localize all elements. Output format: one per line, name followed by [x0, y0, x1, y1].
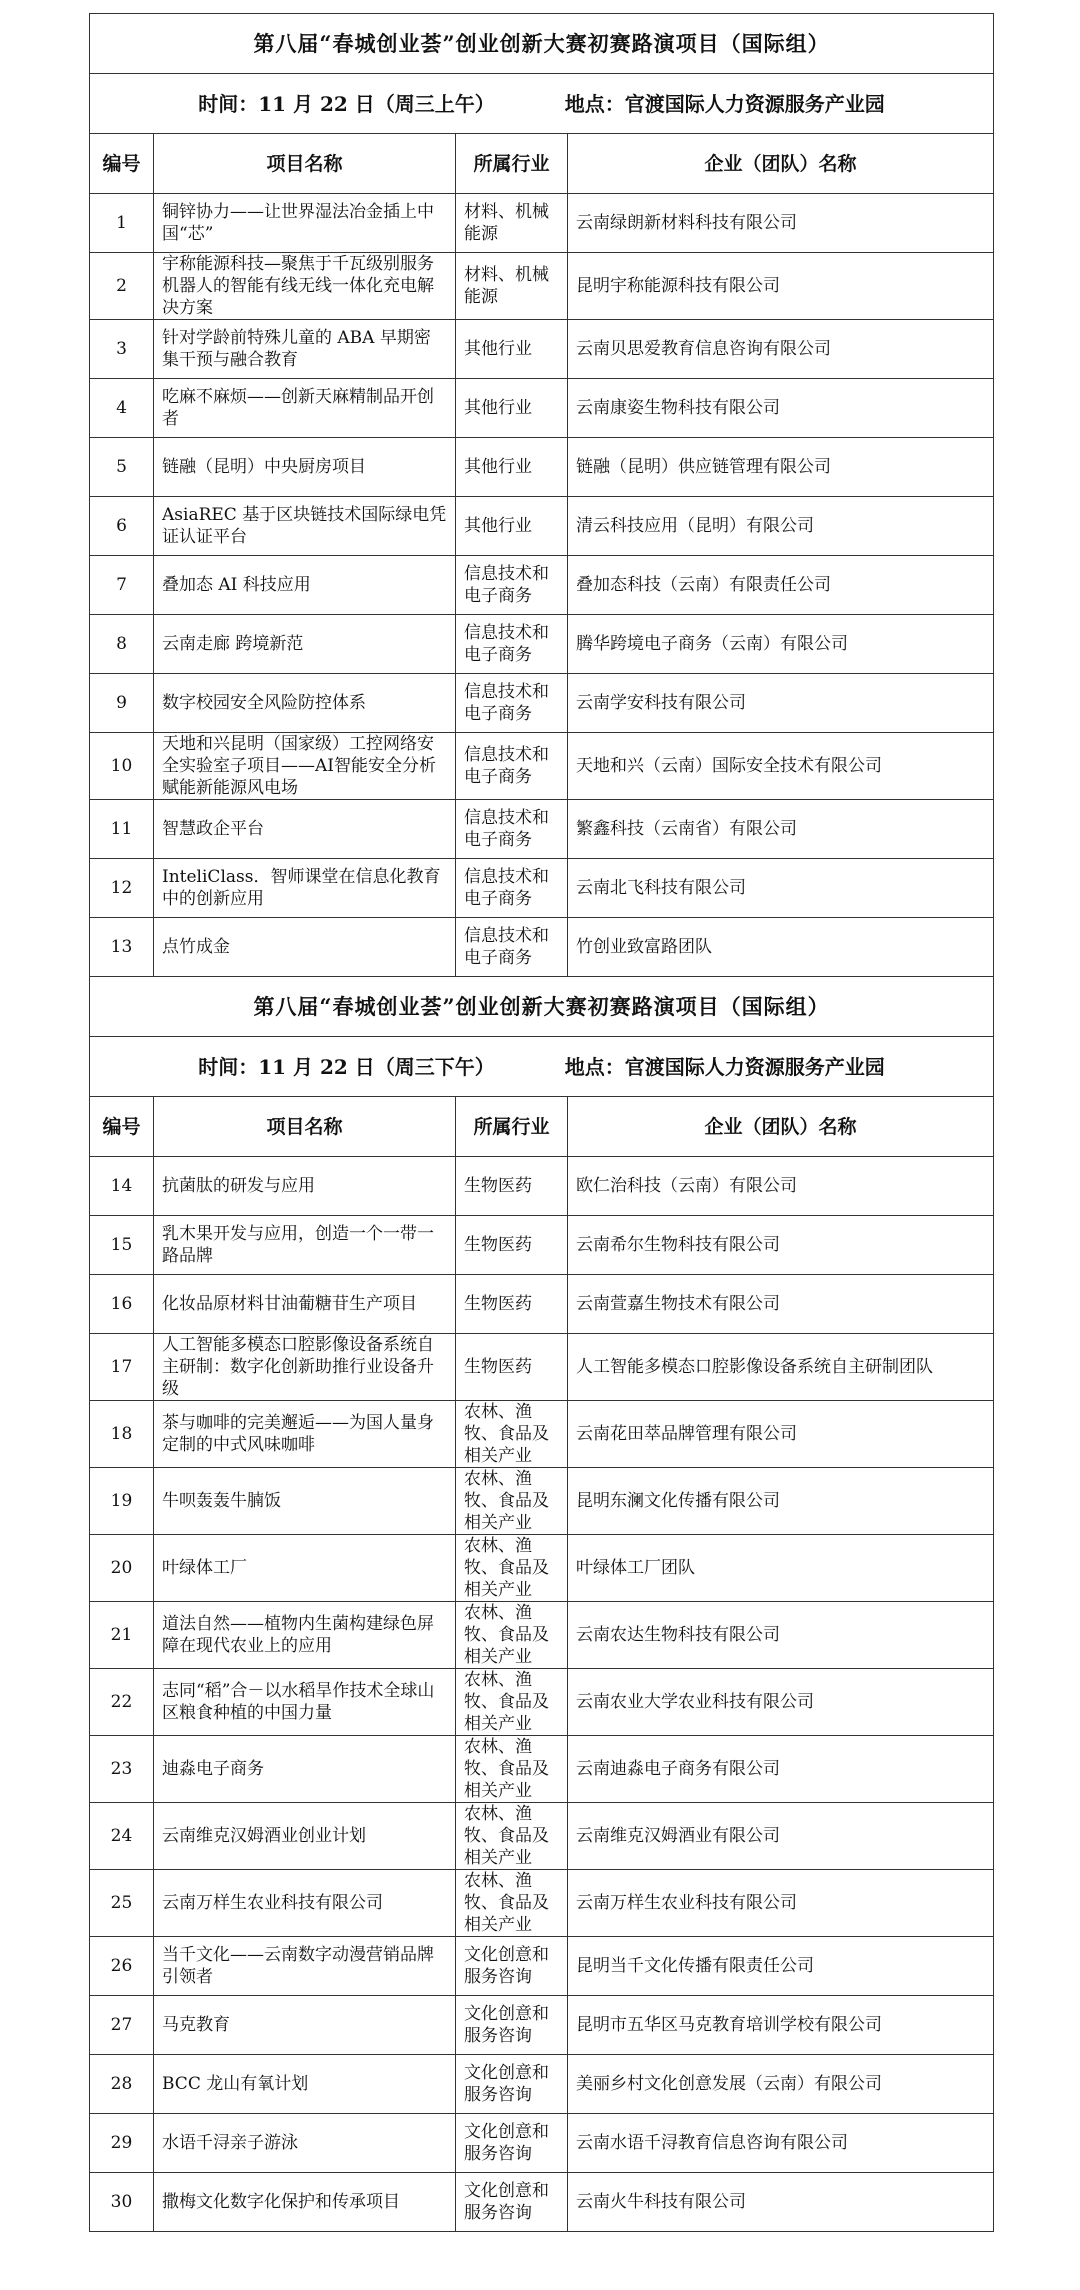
company-name: 欧仁治科技（云南）有限公司 [568, 1157, 994, 1216]
industry: 生物医药 [456, 1334, 568, 1401]
table-header-row [90, 1097, 994, 1157]
project-name: 牛呗轰轰牛腩饭 [154, 1468, 456, 1535]
table-row [90, 379, 994, 438]
industry: 农林、渔牧、食品及相关产业 [456, 1602, 568, 1669]
project-name: 水语千浔亲子游泳 [154, 2114, 456, 2173]
project-name: 吃麻不麻烦——创新天麻精制品开创者 [154, 379, 456, 438]
project-name: 人工智能多模态口腔影像设备系统自主研制：数字化创新助推行业设备升级 [154, 1334, 456, 1401]
industry: 农林、渔牧、食品及相关产业 [456, 1803, 568, 1870]
industry: 生物医药 [456, 1157, 568, 1216]
project-name: 云南万样生农业科技有限公司 [154, 1870, 456, 1937]
industry: 信息技术和电子商务 [456, 918, 568, 977]
company-name: 云南花田萃品牌管理有限公司 [568, 1401, 994, 1468]
project-name: 云南走廊 跨境新范 [154, 615, 456, 674]
session-location: 地点：官渡国际人力资源服务产业园 [564, 91, 885, 116]
section-title: 第八届“春城创业荟”创业创新大赛初赛路演项目（国际组） [90, 14, 994, 74]
row-number: 8 [90, 615, 154, 674]
row-number: 5 [90, 438, 154, 497]
header-company: 企业（团队）名称 [568, 1097, 994, 1157]
project-name: 叶绿体工厂 [154, 1535, 456, 1602]
industry: 文化创意和服务咨询 [456, 1937, 568, 1996]
company-name: 清云科技应用（昆明）有限公司 [568, 497, 994, 556]
project-name: 迪淼电子商务 [154, 1736, 456, 1803]
project-name: 当千文化——云南数字动漫营销品牌引领者 [154, 1937, 456, 1996]
company-name: 云南维克汉姆酒业有限公司 [568, 1803, 994, 1870]
table-row [90, 2114, 994, 2173]
session-time: 时间：11 月 22 日（周三下午） [198, 1054, 495, 1079]
industry: 文化创意和服务咨询 [456, 1996, 568, 2055]
table-row [90, 2055, 994, 2114]
header-number: 编号 [90, 1097, 154, 1157]
table-row [90, 1468, 994, 1535]
table-row [90, 2173, 994, 2232]
project-name: 智慧政企平台 [154, 800, 456, 859]
project-list-document [89, 13, 993, 2232]
company-name: 云南绿朗新材料科技有限公司 [568, 194, 994, 253]
company-name: 天地和兴（云南）国际安全技术有限公司 [568, 733, 994, 800]
industry: 农林、渔牧、食品及相关产业 [456, 1870, 568, 1937]
industry: 其他行业 [456, 497, 568, 556]
table-row [90, 1736, 994, 1803]
table-header-row [90, 134, 994, 194]
row-number: 27 [90, 1996, 154, 2055]
company-name: 腾华跨境电子商务（云南）有限公司 [568, 615, 994, 674]
table-row [90, 1870, 994, 1937]
row-number: 21 [90, 1602, 154, 1669]
company-name: 云南农达生物科技有限公司 [568, 1602, 994, 1669]
project-name: 天地和兴昆明（国家级）工控网络安全实验室子项目——AI智能安全分析赋能新能源风电场 [154, 733, 456, 800]
row-number: 23 [90, 1736, 154, 1803]
table-row [90, 438, 994, 497]
project-name: 志同“稻”合－以水稻旱作技术全球山区粮食种植的中国力量 [154, 1669, 456, 1736]
row-number: 15 [90, 1216, 154, 1275]
section-info-row [90, 1037, 994, 1097]
company-name: 云南水语千浔教育信息咨询有限公司 [568, 2114, 994, 2173]
row-number: 6 [90, 497, 154, 556]
project-name: InteliClass．智师课堂在信息化教育中的创新应用 [154, 859, 456, 918]
table-row [90, 1535, 994, 1602]
row-number: 2 [90, 253, 154, 320]
company-name: 昆明东澜文化传播有限公司 [568, 1468, 994, 1535]
header-industry: 所属行业 [456, 134, 568, 194]
industry: 信息技术和电子商务 [456, 733, 568, 800]
company-name: 云南迪淼电子商务有限公司 [568, 1736, 994, 1803]
row-number: 22 [90, 1669, 154, 1736]
industry: 农林、渔牧、食品及相关产业 [456, 1669, 568, 1736]
table-row [90, 1216, 994, 1275]
row-number: 9 [90, 674, 154, 733]
project-name: 乳木果开发与应用，创造一个一带一路品牌 [154, 1216, 456, 1275]
session-time: 时间：11 月 22 日（周三上午） [198, 91, 495, 116]
table-row [90, 859, 994, 918]
row-number: 18 [90, 1401, 154, 1468]
session-location: 地点：官渡国际人力资源服务产业园 [564, 1054, 885, 1079]
project-name: 化妆品原材料甘油葡糖苷生产项目 [154, 1275, 456, 1334]
industry: 信息技术和电子商务 [456, 615, 568, 674]
table-row [90, 1996, 994, 2055]
section-info [90, 1037, 994, 1097]
table-row [90, 1803, 994, 1870]
project-name: 点竹成金 [154, 918, 456, 977]
company-name: 人工智能多模态口腔影像设备系统自主研制团队 [568, 1334, 994, 1401]
project-name: 铜锌协力——让世界湿法冶金插上中国“芯” [154, 194, 456, 253]
table-row [90, 1334, 994, 1401]
industry: 信息技术和电子商务 [456, 556, 568, 615]
company-name: 昆明宇称能源科技有限公司 [568, 253, 994, 320]
row-number: 19 [90, 1468, 154, 1535]
industry: 农林、渔牧、食品及相关产业 [456, 1401, 568, 1468]
header-industry: 所属行业 [456, 1097, 568, 1157]
industry: 材料、机械能源 [456, 194, 568, 253]
row-number: 7 [90, 556, 154, 615]
company-name: 云南万样生农业科技有限公司 [568, 1870, 994, 1937]
project-name: 撒梅文化数字化保护和传承项目 [154, 2173, 456, 2232]
header-number: 编号 [90, 134, 154, 194]
table-row [90, 320, 994, 379]
row-number: 1 [90, 194, 154, 253]
company-name: 云南贝思爱教育信息咨询有限公司 [568, 320, 994, 379]
company-name: 昆明市五华区马克教育培训学校有限公司 [568, 1996, 994, 2055]
row-number: 13 [90, 918, 154, 977]
row-number: 3 [90, 320, 154, 379]
table-row [90, 1602, 994, 1669]
company-name: 链融（昆明）供应链管理有限公司 [568, 438, 994, 497]
project-name: 道法自然——植物内生菌构建绿色屏障在现代农业上的应用 [154, 1602, 456, 1669]
section-title: 第八届“春城创业荟”创业创新大赛初赛路演项目（国际组） [90, 977, 994, 1037]
table-row [90, 253, 994, 320]
industry: 信息技术和电子商务 [456, 800, 568, 859]
project-name: 马克教育 [154, 1996, 456, 2055]
company-name: 繁鑫科技（云南省）有限公司 [568, 800, 994, 859]
company-name: 美丽乡村文化创意发展（云南）有限公司 [568, 2055, 994, 2114]
row-number: 28 [90, 2055, 154, 2114]
industry: 农林、渔牧、食品及相关产业 [456, 1535, 568, 1602]
table-row [90, 800, 994, 859]
project-name: 宇称能源科技—聚焦于千瓦级别服务机器人的智能有线无线一体化充电解决方案 [154, 253, 456, 320]
table-row [90, 1275, 994, 1334]
table-row [90, 1669, 994, 1736]
project-table [89, 13, 994, 2232]
company-name: 昆明当千文化传播有限责任公司 [568, 1937, 994, 1996]
row-number: 11 [90, 800, 154, 859]
project-name: 数字校园安全风险防控体系 [154, 674, 456, 733]
company-name: 竹创业致富路团队 [568, 918, 994, 977]
row-number: 20 [90, 1535, 154, 1602]
company-name: 叶绿体工厂团队 [568, 1535, 994, 1602]
industry: 文化创意和服务咨询 [456, 2114, 568, 2173]
industry: 信息技术和电子商务 [456, 859, 568, 918]
row-number: 25 [90, 1870, 154, 1937]
project-name: 抗菌肽的研发与应用 [154, 1157, 456, 1216]
section-info-row [90, 74, 994, 134]
section-title-row [90, 977, 994, 1037]
row-number: 4 [90, 379, 154, 438]
industry: 信息技术和电子商务 [456, 674, 568, 733]
company-name: 云南火牛科技有限公司 [568, 2173, 994, 2232]
table-row [90, 918, 994, 977]
project-name: 叠加态 AI 科技应用 [154, 556, 456, 615]
company-name: 云南康姿生物科技有限公司 [568, 379, 994, 438]
section-title-row [90, 14, 994, 74]
row-number: 29 [90, 2114, 154, 2173]
company-name: 云南农业大学农业科技有限公司 [568, 1669, 994, 1736]
project-name: 云南维克汉姆酒业创业计划 [154, 1803, 456, 1870]
industry: 其他行业 [456, 320, 568, 379]
project-name: 针对学龄前特殊儿童的 ABA 早期密集干预与融合教育 [154, 320, 456, 379]
industry: 其他行业 [456, 379, 568, 438]
company-name: 云南学安科技有限公司 [568, 674, 994, 733]
row-number: 24 [90, 1803, 154, 1870]
table-row [90, 1937, 994, 1996]
industry: 文化创意和服务咨询 [456, 2055, 568, 2114]
row-number: 17 [90, 1334, 154, 1401]
industry: 农林、渔牧、食品及相关产业 [456, 1736, 568, 1803]
industry: 生物医药 [456, 1275, 568, 1334]
row-number: 12 [90, 859, 154, 918]
project-name: 茶与咖啡的完美邂逅——为国人量身定制的中式风味咖啡 [154, 1401, 456, 1468]
project-name: 链融（昆明）中央厨房项目 [154, 438, 456, 497]
row-number: 14 [90, 1157, 154, 1216]
table-row [90, 194, 994, 253]
table-row [90, 733, 994, 800]
row-number: 30 [90, 2173, 154, 2232]
table-row [90, 1157, 994, 1216]
section-info [90, 74, 994, 134]
company-name: 叠加态科技（云南）有限责任公司 [568, 556, 994, 615]
industry: 其他行业 [456, 438, 568, 497]
row-number: 16 [90, 1275, 154, 1334]
company-name: 云南希尔生物科技有限公司 [568, 1216, 994, 1275]
table-row [90, 674, 994, 733]
company-name: 云南北飞科技有限公司 [568, 859, 994, 918]
table-row [90, 1401, 994, 1468]
industry: 生物医药 [456, 1216, 568, 1275]
industry: 材料、机械能源 [456, 253, 568, 320]
table-row [90, 615, 994, 674]
industry: 文化创意和服务咨询 [456, 2173, 568, 2232]
header-project-name: 项目名称 [154, 134, 456, 194]
header-project-name: 项目名称 [154, 1097, 456, 1157]
project-name: BCC 龙山有氧计划 [154, 2055, 456, 2114]
table-row [90, 497, 994, 556]
header-company: 企业（团队）名称 [568, 134, 994, 194]
company-name: 云南萱嘉生物技术有限公司 [568, 1275, 994, 1334]
industry: 农林、渔牧、食品及相关产业 [456, 1468, 568, 1535]
project-name: AsiaREC 基于区块链技术国际绿电凭证认证平台 [154, 497, 456, 556]
table-row [90, 556, 994, 615]
row-number: 10 [90, 733, 154, 800]
row-number: 26 [90, 1937, 154, 1996]
